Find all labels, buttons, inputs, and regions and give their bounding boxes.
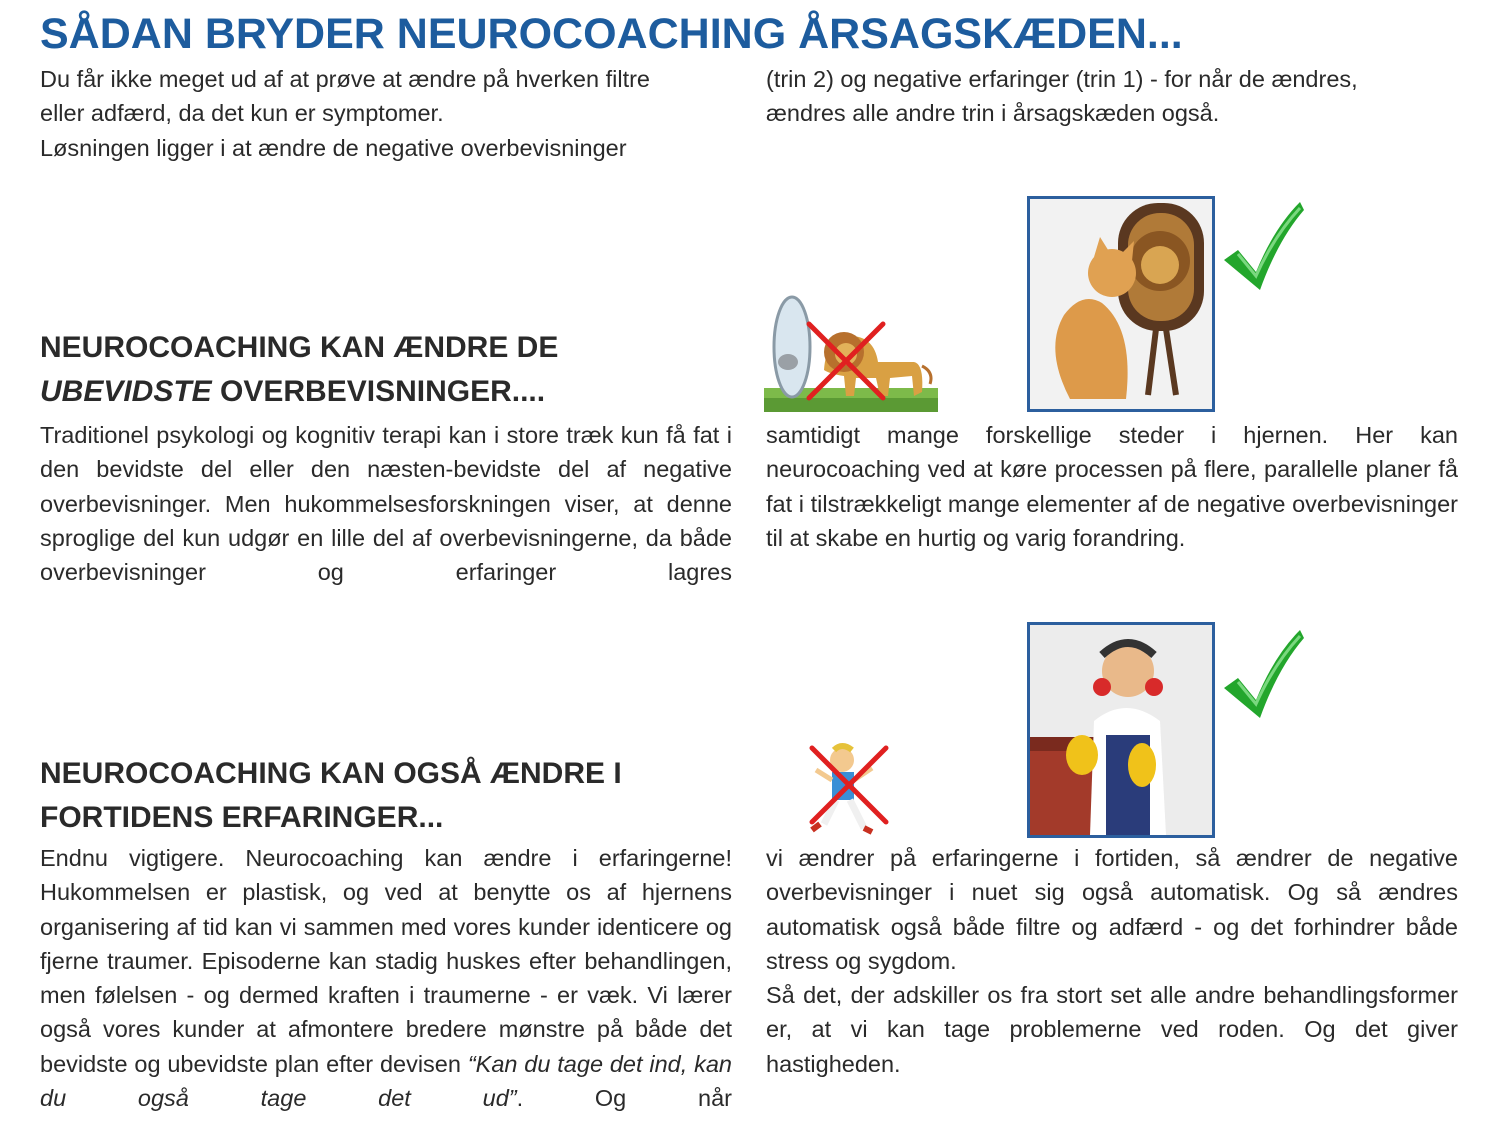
- section2-right-paragraph-1: vi ændrer på erfaringerne i fortiden, så ændrer de negative overbevisninger i nuet sig også automatisk. Og så ændres automatisk også både filtre og adfærd - og det forhindrer både stress og sygdom.: [766, 845, 1458, 974]
- section2-left-quote: “Kan du tage det ind, kan du også tage det ud”: [40, 1050, 733, 1112]
- intro-line: (trin 2) og negative erfaringer (trin 1) - for når de ændres,: [766, 66, 1358, 92]
- section2-left-text-b: . Og når: [516, 1085, 732, 1112]
- section1-heading-line2: OVERBEVISNINGER....: [211, 375, 546, 408]
- check-icon: [1222, 196, 1306, 294]
- section2-left-text-a: Endnu vigtigere. Neurocoaching kan ændre i erfaringerne! Hukommelsen er plastisk, og ved at benytte os af hjernens organisering af tid kan vi sammen med vores kunder identicere og fjerne traumer. Episoderne kan stadig huskes efter behandlingen, men følelsen - og dermed kraften i traumerne - er væk. Vi lærer også vores kunder at afmontere bredere mønstre på både det bevidste og ubevidste plan efter devisen: [40, 845, 732, 1077]
- section2-right-paragraph-2: Så det, der adskiller os fra stort set alle andre behandlingsformer er, at vi kan tage problemerne ved roden. Og det giver hastigheden.: [766, 982, 1458, 1077]
- section1-right-text: samtidigt mange forskellige steder i hjernen. Her kan neurocoaching ved at køre processen på flere, parallelle planer få fat i tilstrækkeligt mange elementer af de negative overbevisninger til at skabe en hurtig og varig forandring.: [766, 422, 1458, 551]
- intro-line: Løsningen ligger i at ændre de negative overbevisninger: [40, 134, 627, 161]
- section1-left-column: [40, 418, 732, 589]
- cat-lion-mirror-photo: [1027, 196, 1215, 412]
- worker-thumbs-up-photo: [1027, 622, 1215, 838]
- section1-right-column: [766, 418, 1458, 555]
- red-cross-icon: [806, 742, 892, 828]
- section2-heading-line2: FORTIDENS ERFARINGER...: [40, 801, 444, 834]
- intro-line: eller adfærd, da det kun er symptomer.: [40, 100, 444, 127]
- section1-heading-italic: UBEVIDSTE: [40, 375, 212, 408]
- intro-left-column: [40, 62, 732, 165]
- check-icon: [1222, 624, 1306, 722]
- intro-line: ændres alle andre trin i årsagskæden også.: [766, 100, 1220, 127]
- section1-heading: [40, 326, 740, 414]
- intro-line: Du får ikke meget ud af at prøve at ændre på hverken filtre: [40, 66, 650, 92]
- red-cross-icon: [803, 318, 889, 404]
- section2-left-text: [40, 841, 732, 1115]
- intro-right-column: [766, 62, 1458, 131]
- section2-left-column: [40, 841, 732, 1115]
- section1-left-text: Traditionel psykologi og kognitiv terapi kan i store træk kun få fat i den bevidste del eller den næsten-bevidste del af negative overbevisninger. Men hukommelsesforskningen viser, at denne sproglige del kun udgør en lille del af overbevisningerne, da både overbevisninger og erfaringer lagres: [40, 422, 732, 586]
- section1-heading-line1: NEUROCOACHING KAN ÆNDRE DE: [40, 331, 559, 364]
- section2-right-column: [766, 841, 1458, 1081]
- page-title: SÅDAN BRYDER NEUROCOACHING ÅRSAGSKÆDEN...: [40, 10, 1183, 58]
- section2-heading: [40, 752, 740, 840]
- section2-heading-line1: NEUROCOACHING KAN OGSÅ ÆNDRE I: [40, 757, 622, 790]
